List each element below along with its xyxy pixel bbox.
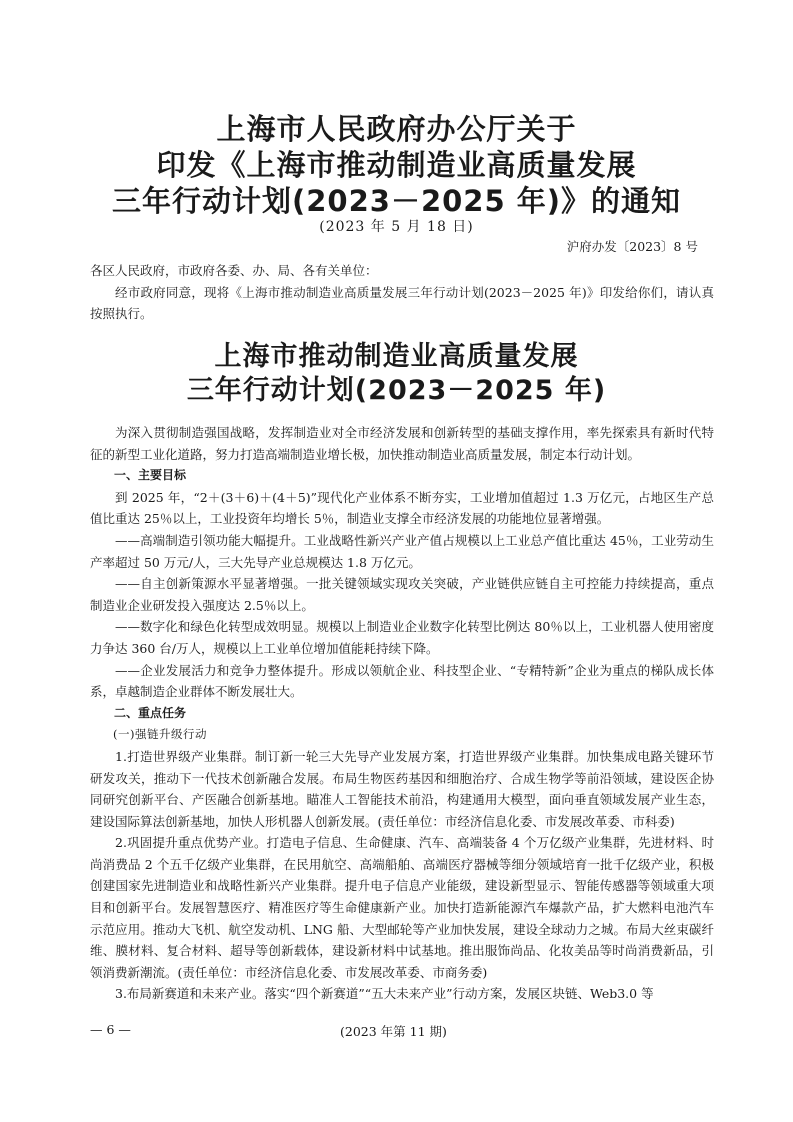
notice-title-line-3: 三年行动计划(2023－2025 年)》的通知 [111, 184, 682, 218]
plan-title-line-2: 三年行动计划(2023－2025 年) [186, 375, 607, 406]
intro-paragraph: 为深入贯彻制造强国战略，发挥制造业对全市经济发展和创新转型的基础支撑作用，率先探索具有新时代特征的新型工业化道路，努力打造高端制造业增长极，加快推动制造业高质量发展，制定本行动计划。 [90, 425, 714, 462]
section-heading-tasks: 二、重点任务 [114, 705, 187, 720]
section-heading-goals: 一、主要目标 [114, 468, 187, 483]
page-number: — 6 — [90, 1022, 131, 1037]
task-item-2: 2.巩固提升重点优势产业。打造电子信息、生命健康、汽车、高端装备 4 个万亿级产业集群，先进材料、时尚消费品 2 个五千亿级产业集群，在民用航空、高端船舶、高端医疗器械等细分领域培育一批千亿级产业，积极创建国家先进制造业和战略性新兴产业集群。提升电子信息产业能级，建设新型显示、智能传感器等领域重大项目和创新平台。发展智慧医疗、精准医疗等生命健康新产业。加快打造新能源汽车爆款产品，扩大燃料电池汽车示范应用。推动大飞机、航空发动机、LNG 船、大型邮轮等产业加快发展，建设全球动力之城。布局大丝束碳纤维、膜材料、复合材料、超导等创新载体，建设新材料中试基地。推出服饰尚品、化妆美品等时尚消费新品，引领消费新潮流。(责任单位：市经济信息化委、市发展改革委、市商务委) [90, 835, 714, 980]
goal-item-2: ——自主创新策源水平显著增强。一批关键领域实现攻关突破，产业链供应链自主可控能力持续提高，重点制造业企业研发投入强度达 2.5％以上。 [90, 576, 714, 613]
issue-date: (2023 年 5 月 18 日) [319, 219, 474, 235]
goal-item-3: ——数字化和绿色化转型成效明显。规模以上制造业企业数字化转型比例达 80％以上，工业机器人使用密度力争达 360 台/万人，规模以上工业单位增加值能耗持续下降。 [90, 619, 714, 656]
document-number: 沪府办发〔2023〕8 号 [566, 239, 698, 254]
subsection-heading: (一)强链升级行动 [113, 727, 207, 742]
issue-number: (2023 年第 11 期) [340, 1024, 447, 1039]
plan-title-line-1: 上海市推动制造业高质量发展 [214, 341, 579, 372]
goal-item-4: ——企业发展活力和竞争力整体提升。形成以领航企业、科技型企业、“专精特新”企业为重点的梯队成长体系，卓越制造企业群体不断发展壮大。 [90, 662, 714, 700]
plan-body [90, 422, 714, 1005]
task-item-3: 3.布局新赛道和未来产业。落实“四个新赛道”“五大未来产业”行动方案，发展区块链、Web3.0 等 [115, 986, 654, 1002]
notice-paragraph: 经市政府同意，现将《上海市推动制造业高质量发展三年行动计划(2023－2025 年)》印发给你们，请认真按照执行。 [90, 284, 714, 322]
notice-body [90, 260, 714, 325]
goal-item-1: ——高端制造引领功能大幅提升。工业战略性新兴产业产值占规模以上工业总产值比重达 45％，工业劳动生产率超过 50 万元/人，三大先导产业总规模达 1.8 万亿元。 [90, 532, 714, 570]
notice-title-line-1: 上海市人民政府办公厅关于 [216, 112, 577, 146]
salutation: 各区人民政府，市政府各委、办、局、各有关单位： [90, 263, 378, 278]
task-item-1: 1.打造世界级产业集群。制订新一轮三大先导产业发展方案，打造世界级产业集群。加快集成电路关键环节研发攻关，推动下一代技术创新融合发展。布局生物医药基因和细胞治疗、合成生物学等前沿领域，建设医企协同研究创新平台、产医融合创新基地。瞄准人工智能技术前沿，构建通用大模型，面向垂直领域发展产业生态，建设国际算法创新基地，加快人形机器人创新发展。(责任单位：市经济信息化委、市发展改革委、市科委) [90, 748, 714, 829]
goal-overall: 到 2025 年，“2＋(3＋6)＋(4＋5)”现代化产业体系不断夯实，工业增加值超过 1.3 万亿元，占地区生产总值比重达 25％以上，工业投资年均增长 5％，制造业支撑全市经济发展的功能地位显著增强。 [90, 489, 714, 527]
notice-title-line-2: 印发《上海市推动制造业高质量发展 [156, 148, 637, 182]
